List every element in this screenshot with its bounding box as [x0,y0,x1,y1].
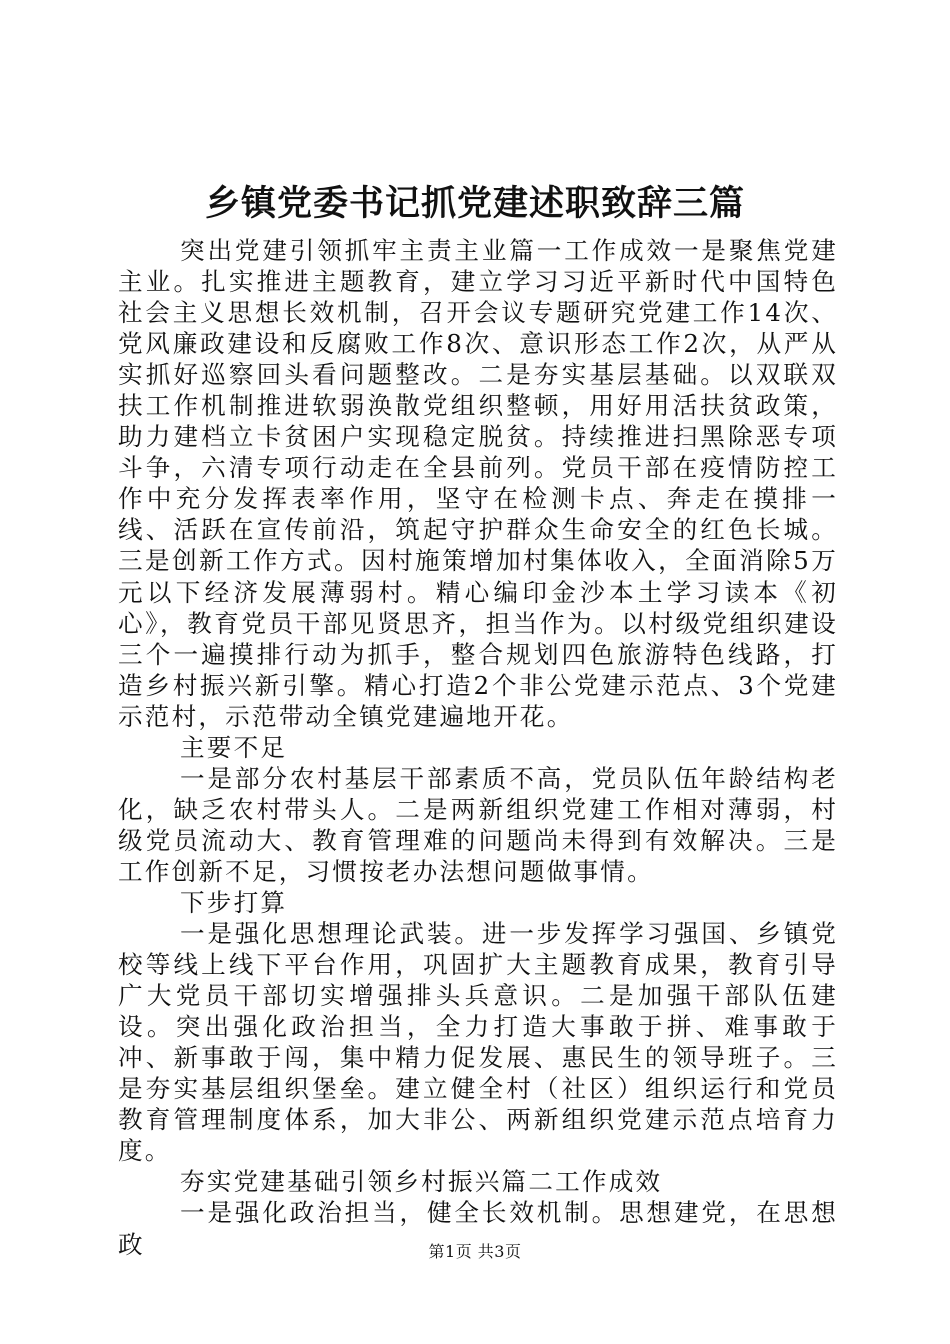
document-title: 乡镇党委书记抓党建述职致辞三篇 [204,183,745,224]
page-footer: 第1页 共3页 [428,1242,522,1261]
heading-part-two: 夯实党建基础引领乡村振兴篇二工作成效 [180,1167,663,1197]
heading-next-steps: 下步打算 [180,887,288,917]
heading-shortcomings: 主要不足 [180,732,288,762]
paragraph-part-two: 一是强化政治担当，健全长效机制。思想建党，在思想政 [118,1198,838,1259]
document-body [118,235,838,1260]
paragraph-achievements: 突出党建引领抓牢主责主业篇一工作成效一是聚焦党建主业。扎实推进主题教育，建立学习习近平新时代中国特色社会主义思想长效机制，召开会议专题研究党建工作14次、党风廉政建设和反腐败工作8次、意识形态工作2次，从严从实抓好巡察回头看问题整改。二是夯实基层基础。以双联双扶工作机制推进软弱涣散党组织整顿，用好用活扶贫政策，助力建档立卡贫困户实现稳定脱贫。持续推进扫黑除恶专项斗争，六清专项行动走在全县前列。党员干部在疫情防控工作中充分发挥表率作用，坚守在检测卡点、奔走在摸排一线、活跃在宣传前沿，筑起守护群众生命安全的红色长城。三是创新工作方式。因村施策增加村集体收入，全面消除5万元以下经济发展薄弱村。精心编印金沙本土学习读本《初心》，教育党员干部见贤思齐，担当作为。以村级党组织建设三个一遍摸排行动为抓手，整合规划四色旅游特色线路，打造乡村振兴新引擎。精心打造2个非公党建示范点、3个党建示范村，示范带动全镇党建遍地开花。 [118,236,838,731]
paragraph-next-steps: 一是强化思想理论武装。进一步发挥学习强国、乡镇党校等线上线下平台作用，巩固扩大主题教育成果，教育引导广大党员干部切实增强排头兵意识。二是加强干部队伍建设。突出强化政治担当，全力打造大事敢于拼、难事敢于冲、新事敢于闯，集中精力促发展、惠民生的领导班子。三是夯实基层组织堡垒。建立健全村（社区）组织运行和党员教育管理制度体系，加大非公、两新组织党建示范点培育力度。 [118,919,838,1166]
paragraph-shortcomings: 一是部分农村基层干部素质不高，党员队伍年龄结构老化，缺乏农村带头人。二是两新组织党建工作相对薄弱，村级党员流动大、教育管理难的问题尚未得到有效解决。三是工作创新不足，习惯按老办法想问题做事情。 [118,763,838,886]
